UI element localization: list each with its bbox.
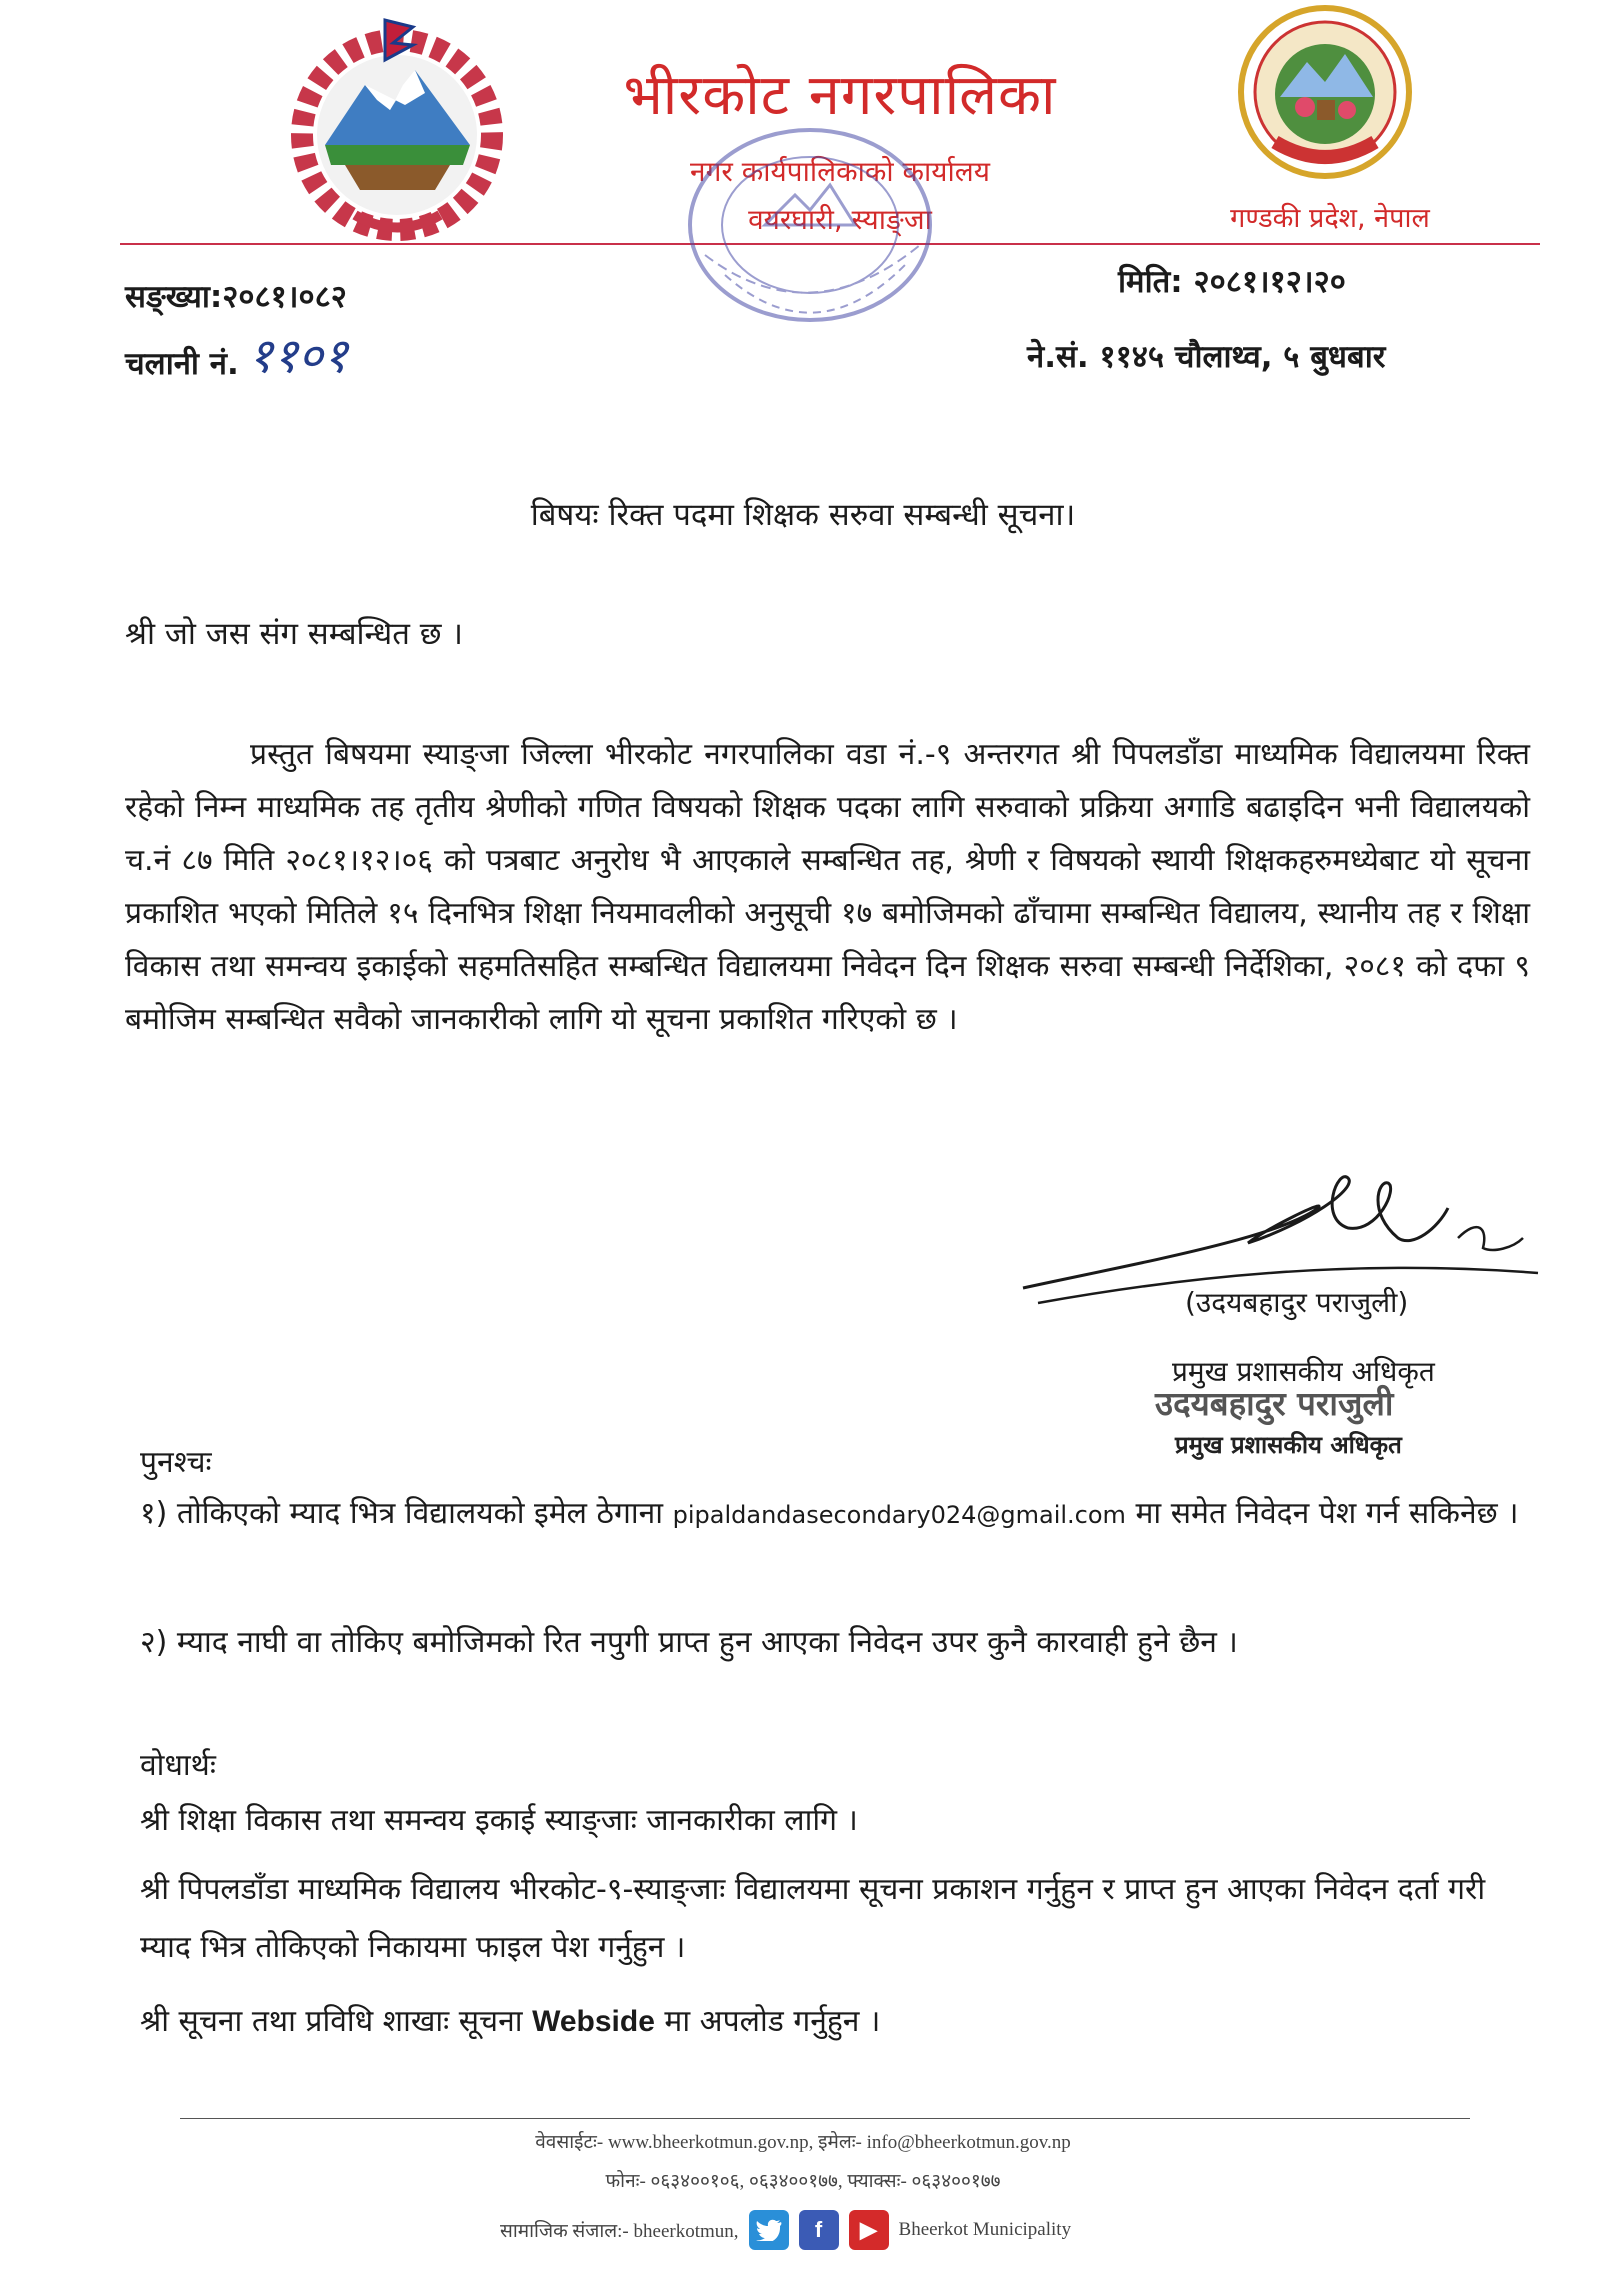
facebook-icon[interactable]: f <box>799 2210 839 2250</box>
subject-line: बिषयः रिक्त पदमा शिक्षक सरुवा सम्बन्धी सूचना। <box>530 497 1076 533</box>
postscript-item-1-text: १) तोकिएको म्याद भित्र विद्यालयको इमेल ठेगाना <box>140 1496 664 1531</box>
copy-to-line-1: श्री शिक्षा विकास तथा समन्वय इकाई स्याङ्जाः जानकारीका लागि । <box>140 1803 858 1838</box>
salutation: श्री जो जस संग सम्बन्धित छ । <box>125 616 464 652</box>
copy-to-line-3 <box>140 1993 1535 2051</box>
postscript-item-1-tail: मा समेत निवेदन पेश गर्न सकिनेछ । <box>1135 1496 1519 1531</box>
nepal-emblem-icon <box>285 15 510 245</box>
municipality-name: भीरकोट नगरपालिका <box>623 63 1057 128</box>
social-label: सामाजिक संजाल:- bheerkotmun, <box>500 2221 739 2242</box>
municipality-logo-icon <box>1235 2 1415 182</box>
dispatch-number-label: चलानी नं. <box>125 346 239 382</box>
reference-number: सङ्ख्या:२०८१।०८२ <box>125 279 347 315</box>
office-location: वयरघारी, स्याङ्जा <box>748 203 932 236</box>
signatory-post-stamp: प्रमुख प्रशासकीय अधिकृत <box>1175 1431 1402 1459</box>
signatory-name-stamp: उदयबहादुर पराजुली <box>1155 1384 1394 1423</box>
province-name: गण्डकी प्रदेश, नेपाल <box>1230 203 1430 234</box>
postscript-item-2: २) म्याद नाघी वा तोकिए बमोजिमको रित नपुगी प्राप्त हुन आएका निवेदन उपर कुनै कारवाही हुने छैन । <box>140 1625 1238 1660</box>
social-name: Bheerkot Municipality <box>898 2219 1072 2240</box>
postscript-title: पुनश्चः <box>140 1445 212 1480</box>
signatory-post: प्रमुख प्रशासकीय अधिकृत <box>1172 1355 1435 1388</box>
footer-divider <box>180 2118 1470 2119</box>
postscript-item-1 <box>140 1488 1535 1541</box>
footer-contact-phone: फोनः- ०६३४००१०६, ०६३४००१७७, फ्याक्सः- ०६३४००१७७ <box>605 2171 1001 2192</box>
copy-to-line-3-tail: मा अपलोड गर्नुहुन । <box>664 2004 881 2039</box>
website-word: Webside <box>532 2005 655 2038</box>
youtube-icon[interactable]: ▶ <box>849 2210 889 2250</box>
notice-body: प्रस्तुत बिषयमा स्याङ्जा जिल्ला भीरकोट नगरपालिका वडा नं.-९ अन्तरगत श्री पिपलडाँडा माध्यमिक विद्यालयमा रिक्त रहेको निम्न माध्यमिक तह तृतीय श्रेणीको गणित विषयको शिक्षक पदका लागि सरुवाको प्रक्रिया अगाडि बढाइदिन भनी विद्यालयको च.नं ८७ मिति २०८१।१२।०६ को पत्रबाट अनुरोध भै आएकाले सम्बन्धित तह, श्रेणी र विषयको स्थायी शिक्षकहरुमध्येबाट यो सूचना प्रकाशित भएको मितिले १५ दिनभित्र शिक्षा नियमावलीको अनुसूची १७ बमोजिमको ढाँचामा सम्बन्धित विद्यालय, स्थानीय तह र शिक्षा विकास तथा समन्वय इकाईको सहमतिसहित सम्बन्धित विद्यालयमा निवेदन दिन शिक्षक सरुवा सम्बन्धी निर्देशिका, २०८१ को दफा ९ बमोजिम सम्बन्धित सवैको जानकारीको लागि यो सूचना प्रकाशित गरिएको छ । <box>125 737 1530 1037</box>
copy-to-title: वोधार्थः <box>140 1748 216 1783</box>
copy-to-line-3-text: श्री सूचना तथा प्रविधि शाखाः सूचना <box>140 2004 523 2039</box>
school-email: pipaldandasecondary024@gmail.com <box>672 1501 1126 1529</box>
twitter-icon[interactable] <box>749 2210 789 2250</box>
signatory-name: (उदयबहादुर पराजुली) <box>1185 1286 1409 1319</box>
office-name: नगर कार्यपालिकाको कार्यालय <box>690 155 990 188</box>
footer-contact-web: वेवसाईटः- www.bheerkotmun.gov.np, इमेलः- info@bheerkotmun.gov.np <box>535 2132 1071 2153</box>
office-stamp-icon <box>665 125 955 355</box>
dispatch-number-handwritten: ११०१ <box>248 328 348 384</box>
copy-to-line-2: श्री पिपलडाँडा माध्यमिक विद्यालय भीरकोट-९-स्याङ्जाः विद्यालयमा सूचना प्रकाशन गर्नुहुन र प्राप्त हुन आएका निवेदन दर्ता गरी म्याद भित्र तोकिएको निकायमा फाइल पेश गर्नुहुन । <box>140 1872 1486 1965</box>
footer-social <box>500 2210 1071 2250</box>
nepal-sambat-date: ने.सं. ११४५ चौलाथ्व, ५ बुधबार <box>1027 339 1386 375</box>
issue-date: मिति: २०८१।१२।२० <box>1118 264 1346 300</box>
